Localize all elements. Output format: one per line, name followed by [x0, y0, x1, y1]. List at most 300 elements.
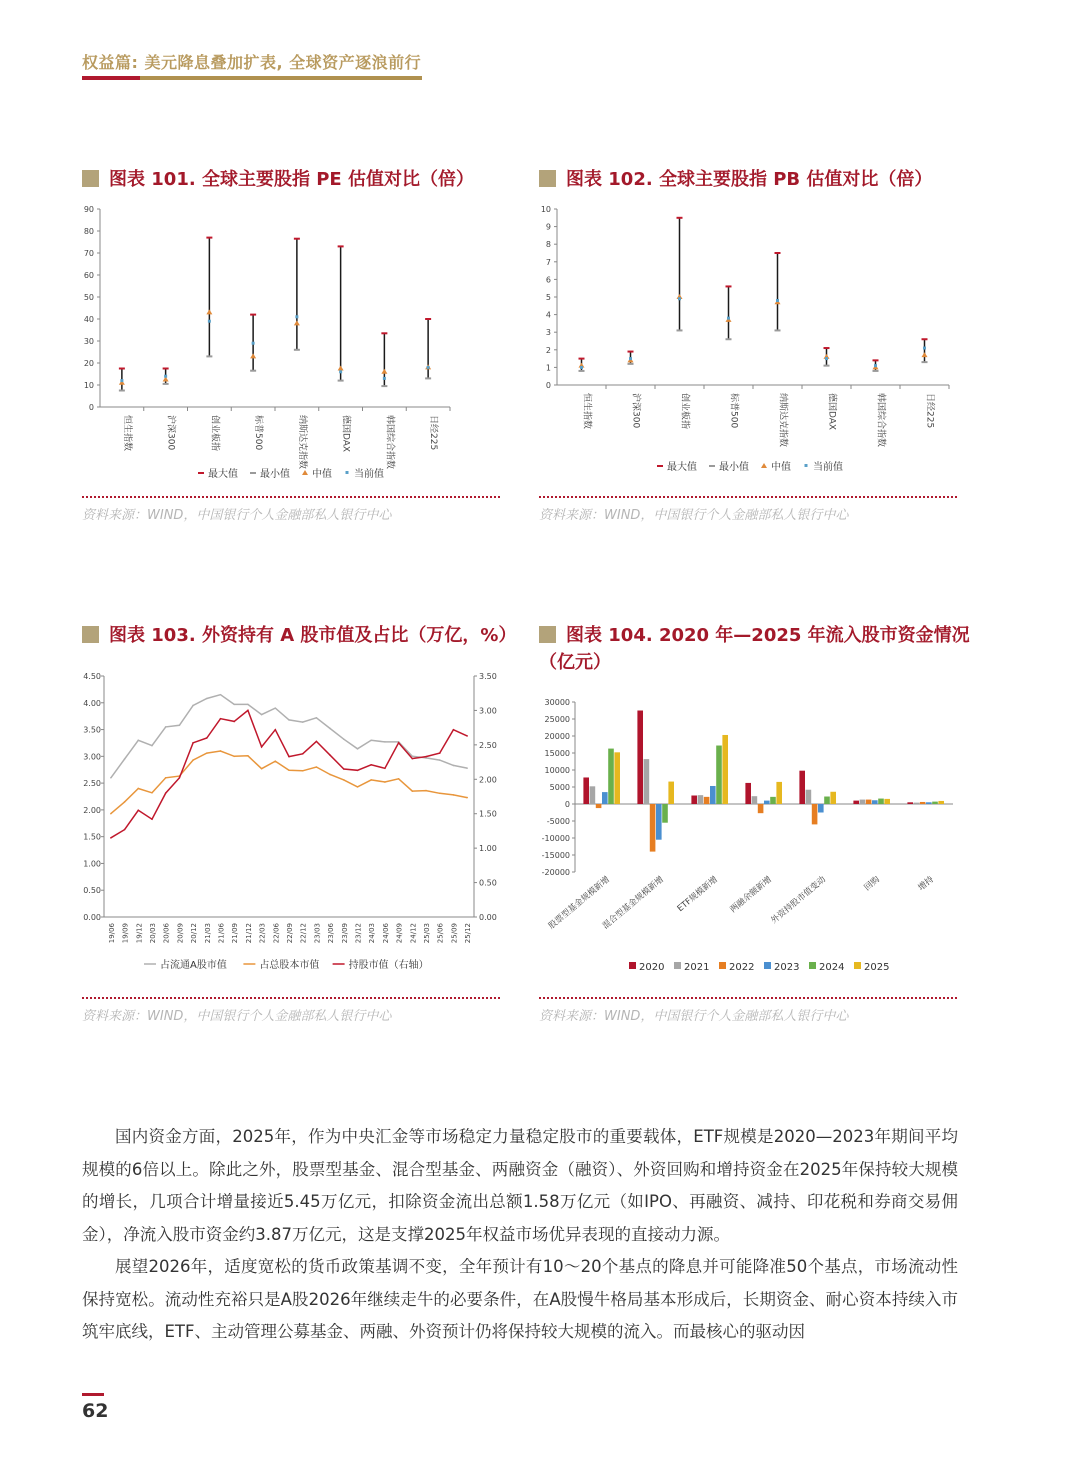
- current-marker: [629, 357, 632, 360]
- bar: [758, 804, 764, 813]
- data-point: [110, 837, 112, 839]
- data-point: [370, 739, 372, 741]
- y-tick-label: 20: [83, 359, 94, 368]
- data-point: [220, 694, 222, 696]
- figure-102-title-text: 图表 102. 全球主要股指 PB 估值对比（倍）: [566, 169, 933, 190]
- y-tick-label: 30: [83, 337, 94, 346]
- data-point: [302, 753, 304, 755]
- x-tick-label: 25/09: [450, 923, 459, 944]
- bar: [602, 792, 608, 804]
- data-point: [151, 818, 153, 820]
- bar: [608, 749, 614, 804]
- x-tick-label: 23/03: [313, 923, 322, 944]
- y-tick-label: 3: [545, 328, 551, 338]
- bar: [614, 752, 620, 804]
- current-marker: [252, 342, 255, 345]
- x-tick-label: 22/03: [258, 923, 267, 944]
- data-point: [261, 746, 263, 748]
- bar: [644, 759, 650, 804]
- bar: [698, 795, 704, 804]
- y-tick-label: 7: [545, 257, 551, 267]
- x-tick-label: 24/09: [395, 923, 404, 944]
- data-point: [261, 714, 263, 716]
- x-tick-label: 21/12: [244, 923, 253, 944]
- x-tick-label: 23/09: [340, 923, 349, 944]
- median-marker: [250, 353, 256, 358]
- data-point: [384, 767, 386, 769]
- y-tick-label: -10000: [541, 834, 570, 843]
- x-category-label: 标普500: [728, 393, 739, 429]
- bar: [752, 796, 758, 804]
- x-category-label: 沪深300: [630, 393, 641, 429]
- bar: [938, 801, 944, 804]
- legend-label: 当前值: [354, 469, 384, 480]
- data-point: [206, 698, 208, 700]
- bar: [668, 782, 674, 804]
- legend-label: 2021: [684, 962, 710, 973]
- bar: [691, 796, 697, 805]
- x-tick-label: 21/09: [231, 923, 240, 944]
- x-tick-label: 20/03: [148, 923, 157, 944]
- body-paragraph-1: 国内资金方面，2025年，作为中央汇金等市场稳定力量稳定股市的重要载体，ETF规模是2020—2023年期间平均规模的6倍以上。除此之外，股票型基金、混合型基金、两融资金（融资）、外资回购和增持资金在2025年保持较大规模的增长，几项合计增量接近5.45万亿元，扣除资金流出总额1.58万亿元（如IPO、再融资、减持、印花税和券商交易佣金），净流入股市资金约3.87万亿元，这是支撑2025年权益市场优异表现的直接动力源。: [82, 1127, 958, 1245]
- current-marker: [164, 375, 167, 378]
- page-number: 62: [82, 1400, 109, 1422]
- data-point: [288, 756, 290, 758]
- data-point: [137, 739, 139, 741]
- data-point: [439, 759, 441, 761]
- bar: [878, 799, 884, 804]
- bar: [872, 800, 878, 804]
- legend-swatch: [674, 962, 681, 969]
- bar: [710, 786, 716, 804]
- y-tick-label: 10000: [544, 766, 570, 775]
- x-tick-label: 22/09: [286, 923, 294, 944]
- y-tick-label: 4: [545, 310, 551, 320]
- bar: [884, 799, 890, 804]
- y-tick-label: -15000: [541, 851, 570, 860]
- y-tick-label: 80: [83, 227, 94, 236]
- bar: [596, 804, 602, 808]
- bar: [583, 777, 589, 804]
- data-point: [110, 777, 112, 779]
- data-point: [274, 760, 276, 762]
- data-point: [412, 790, 414, 792]
- data-point: [233, 756, 235, 758]
- legend-label: 中值: [771, 462, 791, 473]
- x-tick-label: 24/03: [368, 923, 377, 944]
- data-point: [357, 748, 359, 750]
- data-point: [220, 750, 222, 752]
- current-marker: [208, 320, 211, 323]
- legend-label: 最大值: [667, 462, 697, 473]
- data-point: [316, 741, 318, 743]
- bar: [716, 746, 722, 804]
- figure-102-source: 资料来源：WIND，中国银行个人金融部私人银行中心: [539, 508, 849, 523]
- current-marker: [120, 379, 123, 382]
- data-point: [357, 786, 359, 788]
- x-tick-label: 21/03: [203, 923, 212, 944]
- x-tick-label: 24/12: [409, 923, 418, 944]
- data-point: [220, 718, 222, 720]
- current-marker: [383, 377, 386, 380]
- divider: [539, 496, 957, 498]
- x-category-label: 两融余额新增: [728, 874, 774, 916]
- figure-104-title-unit: （亿元）: [539, 652, 611, 673]
- figure-102-title: [539, 166, 932, 193]
- x-category-label: 日经225: [924, 393, 935, 429]
- x-category-label: 创业板指: [209, 415, 220, 452]
- data-point: [357, 770, 359, 772]
- data-point: [192, 742, 194, 744]
- bar: [650, 804, 656, 852]
- bar: [745, 783, 751, 804]
- x-tick-label: 23/12: [354, 923, 363, 944]
- data-point: [151, 792, 153, 794]
- figure-104-title-text: 图表 104. 2020 年—2025 年流入股市资金情况: [566, 625, 970, 646]
- x-tick-label: 22/12: [299, 923, 308, 944]
- bar: [722, 735, 728, 804]
- x-category-label: 创业板指: [679, 393, 690, 430]
- bar: [818, 804, 824, 813]
- data-point: [384, 741, 386, 743]
- y-tick-label-left: 2.00: [83, 805, 101, 815]
- legend-label: 2022: [729, 962, 755, 973]
- x-tick-label: 19/06: [107, 923, 116, 944]
- bar: [590, 786, 596, 804]
- figure-101-title: [82, 166, 474, 193]
- x-category-label: 股票型基金规模新增: [546, 874, 612, 932]
- y-tick-label: -20000: [541, 868, 570, 877]
- data-point: [398, 778, 400, 780]
- data-point: [302, 770, 304, 772]
- legend-label: 占总股本市值: [259, 960, 320, 971]
- legend-swatch: [805, 464, 808, 467]
- data-point: [137, 788, 139, 790]
- bar: [637, 711, 643, 805]
- x-category-label: 增持: [916, 874, 936, 894]
- title-marker: [82, 626, 99, 643]
- data-point: [466, 797, 468, 799]
- data-point: [179, 724, 181, 726]
- x-category-label: 标普500: [253, 415, 264, 451]
- y-tick-label: 40: [83, 315, 94, 324]
- legend-swatch: [629, 962, 636, 969]
- bar: [770, 797, 776, 804]
- legend-label: 当前值: [813, 462, 843, 473]
- data-point: [425, 756, 427, 758]
- data-point: [370, 764, 372, 766]
- x-category-label: 韩国综合指数: [875, 393, 886, 448]
- figure-103-chart: [82, 664, 502, 984]
- data-point: [329, 754, 331, 756]
- legend-label: 最大值: [208, 469, 238, 480]
- header-rule-accent: [82, 76, 140, 80]
- data-point: [316, 766, 318, 768]
- y-tick-label-left: 1.50: [83, 832, 101, 842]
- data-point: [412, 758, 414, 760]
- data-point: [206, 737, 208, 739]
- y-tick-label: 10: [540, 205, 551, 214]
- data-point: [288, 769, 290, 771]
- bar: [799, 771, 805, 804]
- figure-104-chart: [539, 688, 959, 984]
- legend-label: 2020: [639, 962, 665, 973]
- data-point: [233, 704, 235, 706]
- data-point: [425, 790, 427, 792]
- y-tick-label: -5000: [546, 817, 570, 826]
- legend-label: 中值: [312, 469, 332, 480]
- y-tick-label: 5000: [549, 783, 570, 792]
- data-point: [398, 742, 400, 744]
- y-tick-label-left: 3.00: [83, 752, 101, 762]
- data-point: [247, 755, 249, 757]
- legend-label: 占流通A股市值: [160, 960, 227, 971]
- bar: [860, 800, 866, 804]
- bar: [806, 790, 812, 804]
- legend-label: 2025: [864, 962, 890, 973]
- data-point: [192, 759, 194, 761]
- x-category-label: 日经225: [428, 415, 439, 451]
- bar: [830, 792, 836, 804]
- legend-swatch: [302, 470, 308, 475]
- legend-swatch: [761, 463, 767, 468]
- series-line: [111, 695, 467, 778]
- legend-label: 最小值: [260, 469, 290, 480]
- legend-swatch: [719, 962, 726, 969]
- median-marker: [381, 369, 387, 374]
- bar: [907, 802, 913, 804]
- y-tick-label: 60: [83, 271, 94, 280]
- bar: [662, 804, 668, 823]
- y-tick-label: 70: [83, 249, 94, 258]
- data-point: [370, 779, 372, 781]
- figure-101-source: 资料来源：WIND，中国银行个人金融部私人银行中心: [82, 508, 392, 523]
- x-tick-label: 24/06: [381, 923, 390, 944]
- x-category-label: 纳斯达克指数: [296, 415, 307, 470]
- data-point: [439, 752, 441, 754]
- figure-103-title: [82, 622, 516, 649]
- legend-label: 2023: [774, 962, 800, 973]
- y-tick-label: 30000: [544, 698, 570, 707]
- y-tick-label-left: 4.00: [83, 698, 101, 708]
- y-tick-label: 10: [83, 381, 94, 390]
- y-tick-label-left: 3.50: [83, 725, 101, 735]
- bar: [866, 800, 872, 804]
- x-category-label: 德国DAX: [826, 393, 837, 431]
- bar: [920, 802, 926, 804]
- data-point: [206, 752, 208, 754]
- x-tick-label: 25/06: [436, 923, 445, 944]
- data-point: [165, 726, 167, 728]
- title-marker: [539, 626, 556, 643]
- x-category-label: 纳斯达克指数: [777, 393, 788, 448]
- bar: [926, 802, 932, 804]
- y-tick-label: 0: [564, 800, 570, 809]
- y-tick-label: 9: [545, 222, 551, 232]
- x-category-label: 韩国综合指数: [384, 415, 395, 470]
- x-category-label: 回购: [862, 874, 882, 894]
- divider: [82, 496, 500, 498]
- bar: [914, 803, 920, 804]
- x-category-label: 沪深300: [165, 415, 176, 451]
- data-point: [247, 710, 249, 712]
- y-tick-label-right: 1.50: [479, 809, 497, 819]
- current-marker: [825, 357, 828, 360]
- data-point: [316, 717, 318, 719]
- y-tick-label-left: 0.50: [83, 886, 101, 896]
- data-point: [302, 721, 304, 723]
- bar: [776, 782, 782, 804]
- y-tick-label-left: 2.50: [83, 779, 101, 789]
- x-tick-label: 20/09: [176, 923, 185, 944]
- median-marker: [922, 352, 928, 357]
- bar: [824, 797, 830, 804]
- data-point: [439, 792, 441, 794]
- data-point: [384, 781, 386, 783]
- y-tick-label: 25000: [544, 715, 570, 724]
- y-tick-label: 1: [545, 363, 551, 373]
- median-marker: [294, 320, 300, 325]
- current-marker: [776, 299, 779, 302]
- data-point: [453, 794, 455, 796]
- data-point: [343, 779, 345, 781]
- median-marker: [338, 366, 344, 371]
- bar: [812, 804, 818, 824]
- y-tick-label-left: 4.50: [83, 672, 101, 681]
- x-tick-label: 25/03: [423, 923, 432, 944]
- x-tick-label: 20/06: [162, 923, 171, 944]
- title-marker: [539, 170, 556, 187]
- data-point: [110, 813, 112, 815]
- current-marker: [678, 297, 681, 300]
- data-point: [165, 792, 167, 794]
- current-marker: [727, 317, 730, 320]
- y-tick-label: 0: [88, 403, 94, 412]
- data-point: [261, 768, 263, 770]
- divider: [82, 997, 500, 999]
- data-point: [466, 735, 468, 737]
- body-paragraph-2: 展望2026年，适度宽松的货币政策基调不变，全年预计有10～20个基点的降息并可能降准50个基点，市场流动性保持宽松。流动性充裕只是A股2026年继续走牛的必要条件，在A股慢牛格局基本形成后，长期资金、耐心资本持续入市筑牢底线，ETF、主动管理公募基金、两融、外资预计仍将保持较大规模的流入。而最核心的驱动因: [82, 1257, 958, 1342]
- title-marker: [82, 170, 99, 187]
- data-point: [453, 765, 455, 767]
- data-point: [165, 777, 167, 779]
- legend-label: 持股市值（右轴）: [348, 960, 429, 971]
- bar: [932, 802, 938, 804]
- current-marker: [339, 370, 342, 373]
- figure-103-title-text: 图表 103. 外资持有 A 股市值及占比（万亿，%）: [109, 625, 517, 646]
- y-tick-label-right: 1.00: [479, 844, 497, 854]
- data-point: [329, 728, 331, 730]
- legend-swatch: [854, 962, 861, 969]
- data-point: [466, 767, 468, 769]
- figure-102-chart: [539, 198, 959, 484]
- data-point: [233, 721, 235, 723]
- x-tick-label: 20/12: [190, 923, 199, 944]
- y-tick-label-right: 2.00: [479, 775, 497, 785]
- data-point: [274, 707, 276, 709]
- y-tick-label-right: 3.00: [479, 706, 497, 716]
- y-tick-label: 50: [83, 293, 94, 302]
- y-tick-label: 2: [545, 345, 551, 355]
- x-tick-label: 22/06: [272, 923, 281, 944]
- data-point: [124, 829, 126, 831]
- data-point: [137, 809, 139, 811]
- data-point: [343, 738, 345, 740]
- data-point: [453, 729, 455, 731]
- figure-101-title-text: 图表 101. 全球主要股指 PE 估值对比（倍）: [109, 169, 474, 190]
- figure-104-title: [539, 622, 970, 676]
- y-tick-label-right: 2.50: [479, 740, 497, 750]
- y-tick-label: 0: [545, 381, 551, 390]
- legend-swatch: [346, 471, 349, 474]
- current-marker: [295, 315, 298, 318]
- x-category-label: ETF规模新增: [675, 874, 720, 915]
- bar: [764, 801, 770, 804]
- median-marker: [206, 309, 212, 314]
- y-tick-label-left: 0.00: [83, 913, 101, 922]
- y-tick-label: 8: [545, 240, 551, 250]
- current-marker: [874, 364, 877, 367]
- bar: [853, 801, 859, 804]
- x-tick-label: 23/06: [327, 923, 336, 944]
- data-point: [192, 705, 194, 707]
- y-tick-label-right: 0.00: [479, 913, 497, 922]
- data-point: [179, 777, 181, 779]
- data-point: [274, 729, 276, 731]
- current-marker: [580, 366, 583, 369]
- x-tick-label: 21/06: [217, 923, 226, 944]
- legend-swatch: [764, 962, 771, 969]
- bar: [656, 804, 662, 840]
- y-tick-label: 90: [83, 205, 94, 214]
- series-line: [111, 751, 467, 814]
- bar: [704, 797, 710, 804]
- x-category-label: 外资持股市值变动: [769, 874, 828, 927]
- data-point: [329, 774, 331, 776]
- x-tick-label: 19/12: [135, 923, 144, 944]
- y-tick-label-right: 0.50: [479, 878, 497, 888]
- data-point: [124, 801, 126, 803]
- figure-101-chart: [82, 198, 502, 490]
- y-tick-label-right: 3.50: [479, 672, 497, 681]
- page-number-rule: [82, 1393, 104, 1396]
- y-tick-label: 20000: [544, 732, 570, 741]
- data-point: [288, 719, 290, 721]
- figure-103-source: 资料来源：WIND，中国银行个人金融部私人银行中心: [82, 1009, 392, 1024]
- figure-104-source: 资料来源：WIND，中国银行个人金融部私人银行中心: [539, 1009, 849, 1024]
- data-point: [151, 745, 153, 747]
- x-category-label: 德国DAX: [340, 415, 351, 453]
- y-tick-label: 6: [545, 275, 551, 285]
- x-category-label: 恒生指数: [121, 415, 132, 452]
- legend-swatch: [809, 962, 816, 969]
- divider: [539, 997, 957, 999]
- x-category-label: 恒生指数: [581, 393, 592, 430]
- data-point: [124, 758, 126, 760]
- y-tick-label-left: 1.00: [83, 859, 101, 869]
- x-tick-label: 19/09: [121, 923, 130, 944]
- data-point: [247, 704, 249, 706]
- legend-label: 最小值: [719, 462, 749, 473]
- current-marker: [923, 347, 926, 350]
- y-tick-label: 15000: [544, 749, 570, 758]
- y-tick-label: 5: [545, 293, 551, 302]
- x-category-label: 混合型基金规模新增: [600, 874, 666, 932]
- data-point: [343, 768, 345, 770]
- current-marker: [427, 366, 430, 369]
- running-header: 权益篇: 美元降息叠加扩表, 全球资产逐浪前行: [82, 53, 422, 72]
- x-tick-label: 25/12: [464, 923, 473, 944]
